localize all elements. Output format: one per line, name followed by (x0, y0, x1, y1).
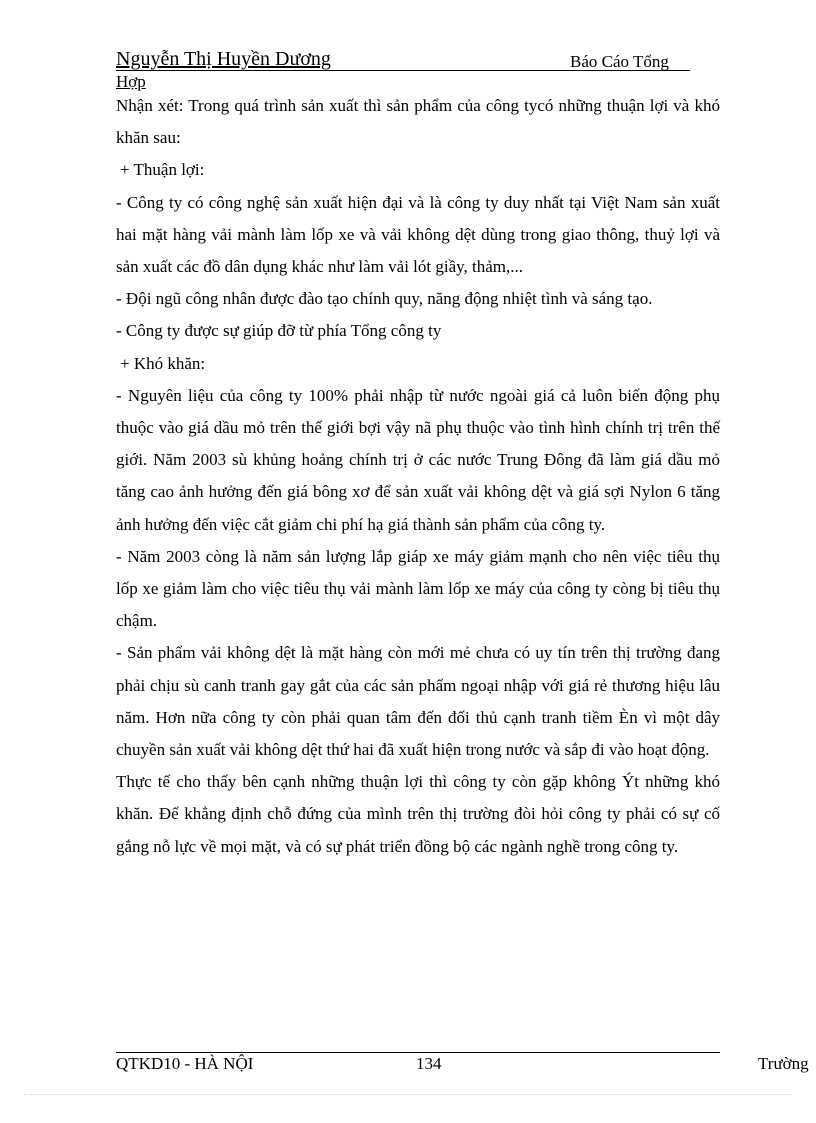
heading-difficulties: + Khó khăn: (120, 353, 206, 373)
page-number: 134 (416, 1054, 442, 1073)
paragraph-difficulty-motorbike: - Năm 2003 còng là năm sản lượng lắp giáp xe máy giảm mạnh cho nên việc tiêu thụ lốp xe giảm làm cho việc tiêu thụ vải mành làm lốp xe máy của công ty còng bị tiêu thụ chậm. (116, 546, 720, 631)
paragraph-remark: Nhận xét: Trong quá trình sản xuất thì sản phẩm của công tycó những thuận lợi và khó khăn sau: (116, 96, 720, 148)
heading-advantages: + Thuận lợi: (120, 160, 205, 180)
paragraph-difficulty-materials: - Nguyên liệu của công ty 100% phải nhập từ nước ngoài giá cả luôn biến động phụ thuộc vào giá dầu mỏ trên thế giới bợi vậy nã phụ thuộc vào tình hình chính trị trên thế giới. Năm 2003 sù khủng hoảng chính trị ở các nước Trung Đông đã làm giá dầu mỏ tăng cao ảnh hưởng đến giá bông xơ để sản xuất vải không dệt và giá sợi Nylon 6 tăng ảnh hưởng đến việc cắt giảm chi phí hạ giá thành sản phẩm của công ty. (116, 385, 720, 534)
paragraph-difficulty-competition: - Sản phẩm vải không dệt là mặt hàng còn mới mẻ chưa có uy tín trên thị trường đang phải chịu sù canh tranh gay gắt của các sản phẩm ngoại nhập với giá rẻ thương hiệu lâu năm. Hơn nữa công ty còn phải quan tâm đến đối thủ cạnh tranh tiềm Èn vì một dây chuyền sản xuất vải không dệt thứ hai đã xuất hiện trong nước và sắp đi vào hoạt động. (116, 643, 720, 760)
footer-rule (116, 1052, 720, 1053)
footer-school-label: Trường (758, 1054, 809, 1073)
footer-class-label: QTKD10 - HÀ NỘI (116, 1054, 254, 1073)
page-edge-divider (24, 1094, 792, 1095)
paragraph-conclusion: Thực tế cho thấy bên cạnh những thuận lợi thì công ty còn gặp không Ýt những khó khăn. Để khẳng định chỗ đứng của mình trên thị trường đòi hỏi công ty phải có sự cố gắng nỗ lực về mọi mặt, và có sự phát triển đồng bộ các ngành nghề trong công ty. (116, 772, 720, 856)
header-author: Nguyễn Thị Huyền Dương (116, 48, 331, 70)
header-report-title-continued: Hợp (116, 72, 146, 91)
header-rule (116, 70, 690, 71)
header-report-title: Báo Cáo Tổng (570, 52, 669, 71)
paragraph-advantage-corporation: - Công ty được sự giúp đỡ từ phía Tổng công ty (116, 321, 442, 341)
body-text (116, 90, 720, 863)
paragraph-advantage-technology: - Công ty có công nghệ sản xuất hiện đại và là công ty duy nhất tại Việt Nam sản xuất hai mặt hàng vải mành làm lốp xe và vải không dệt dùng trong giao thông, thuỷ lợi và sản xuất các đồ dân dụng khác như làm vải lót giầy, thảm,... (116, 192, 720, 277)
paragraph-advantage-staff: - Đội ngũ công nhân được đào tạo chính quy, năng động nhiệt tình và sáng tạo. (116, 289, 653, 309)
